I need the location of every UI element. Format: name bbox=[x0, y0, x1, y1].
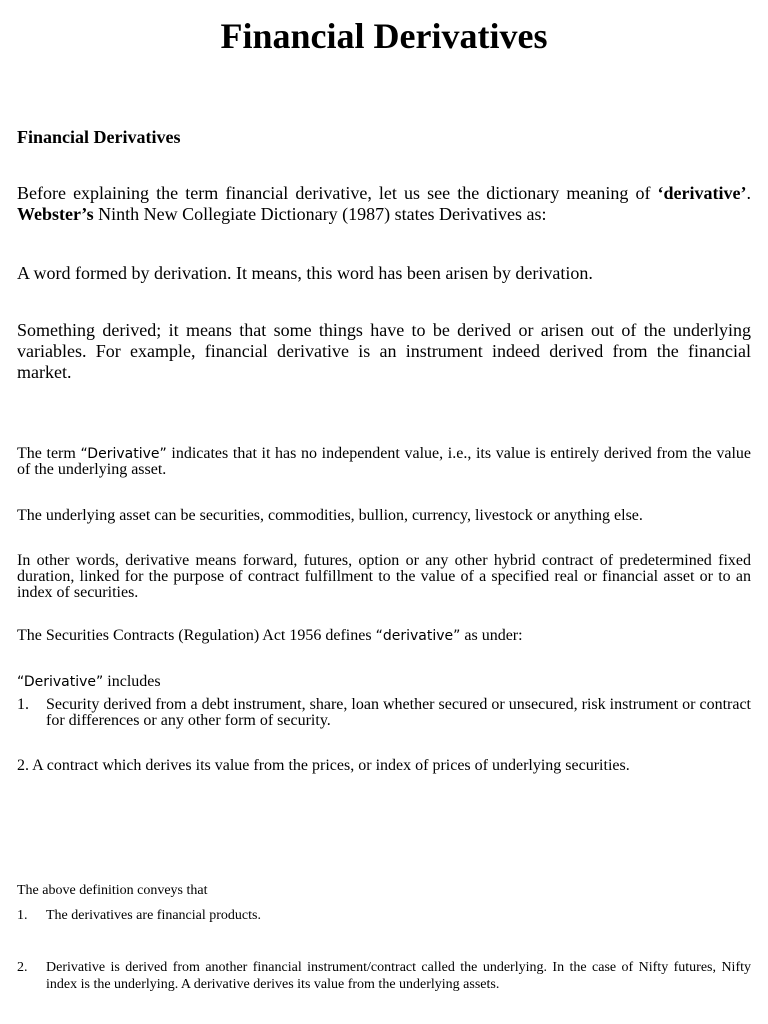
act-text-1: The Securities Contracts (Regulation) Act 1956 defines bbox=[17, 627, 376, 644]
list-item bbox=[17, 959, 751, 993]
other-words-paragraph: In other words, derivative means forward, futures, option or any other hybrid contract of predetermined fixed duration, linked for the purpose of contract fulfillment to the value of a specified real or financial asset or to an index of securities. bbox=[17, 552, 751, 601]
list-item-text: Derivative is derived from another financial instrument/contract called the underlying. In the case of Nifty futures, Nifty index is the underlying. A derivative derives its value from the underlying assets. bbox=[46, 960, 751, 992]
act-paragraph bbox=[17, 628, 751, 644]
list-item-number: 1. bbox=[17, 696, 29, 713]
definition-a: A word formed by derivation. It means, this word has been arisen by derivation. bbox=[17, 263, 593, 283]
intro-paragraph bbox=[17, 183, 751, 225]
term-text-1: The term bbox=[17, 445, 81, 462]
list-item-text: Security derived from a debt instrument, share, loan whether secured or unsecured, risk instrument or contract for differences or any other form of security. bbox=[46, 696, 751, 729]
intro-term: ‘derivative’ bbox=[657, 183, 747, 203]
intro-text-3: Ninth New Collegiate Dictionary (1987) states Derivatives as: bbox=[93, 204, 547, 224]
term-text-2: indicates that it has no independent value, i.e., its value is entirely derived from the value of the underlying asset. bbox=[17, 445, 752, 478]
act-item-2: 2. A contract which derives its value from the prices, or index of prices of underlying securities. bbox=[17, 757, 630, 774]
intro-source: Webster’s bbox=[17, 204, 94, 224]
section-heading: Financial Derivatives bbox=[17, 127, 181, 147]
list-item bbox=[17, 907, 751, 924]
term-quoted: “Derivative” bbox=[80, 446, 167, 462]
act-text-2: as under: bbox=[460, 627, 523, 644]
list-item-number: 1. bbox=[17, 908, 28, 923]
act-quoted: “derivative” bbox=[375, 628, 461, 644]
intro-text-2: . bbox=[746, 183, 751, 203]
list-item bbox=[17, 697, 751, 729]
definition-b: Something derived; it means that some things have to be derived or arisen out of the underlying variables. For example, financial derivative is an instrument indeed derived from the financial market. bbox=[17, 320, 751, 382]
page-title: Financial Derivatives bbox=[220, 16, 548, 56]
underlying-paragraph: The underlying asset can be securities, commodities, bullion, currency, livestock or anything else. bbox=[17, 507, 643, 524]
includes-line bbox=[17, 674, 751, 690]
intro-text-1: Before explaining the term financial derivative, let us see the dictionary meaning of bbox=[17, 183, 658, 203]
list-item-text: The derivatives are financial products. bbox=[46, 908, 261, 923]
term-paragraph bbox=[17, 446, 751, 478]
list-item-number: 2. bbox=[17, 960, 28, 975]
includes-text: includes bbox=[103, 673, 161, 690]
conveys-intro: The above definition conveys that bbox=[17, 883, 208, 898]
includes-quoted: “Derivative” bbox=[17, 674, 104, 690]
